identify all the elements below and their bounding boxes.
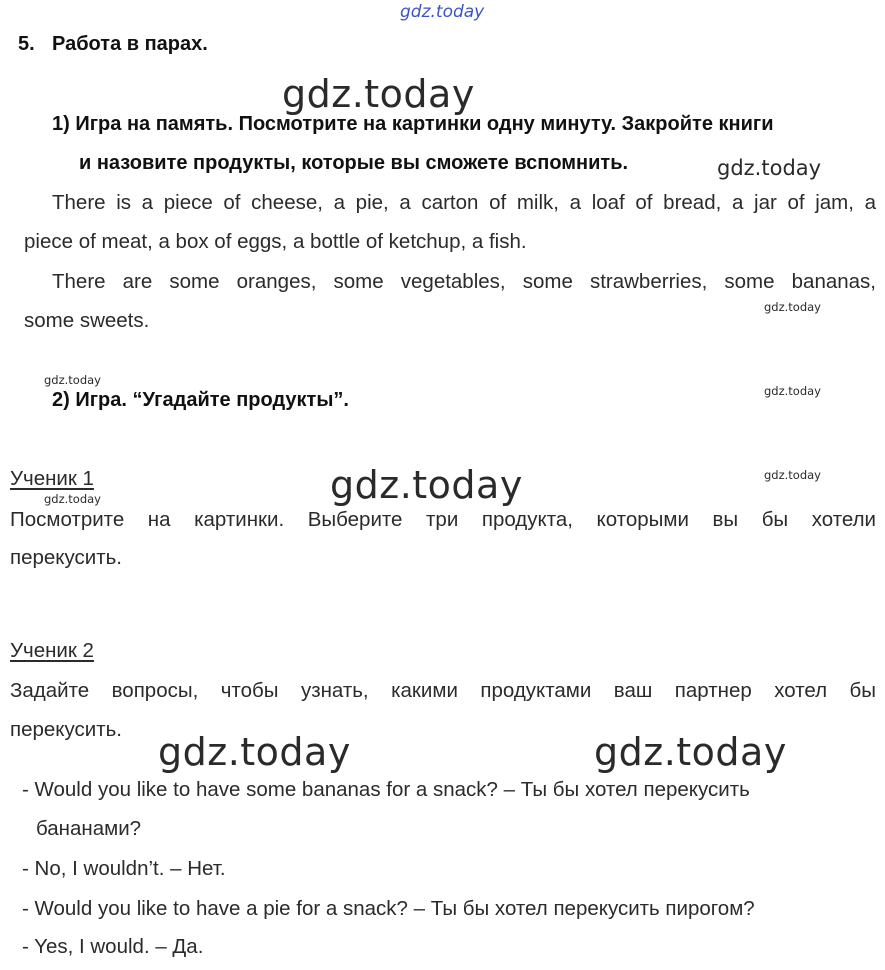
watermark-small: gdz.today: [44, 492, 101, 506]
watermark-large: gdz.today: [594, 730, 787, 774]
part1-paragraph2-line2: some sweets.: [24, 309, 150, 332]
student2-label: Ученик 2: [10, 639, 94, 662]
watermark-small: gdz.today: [764, 384, 821, 398]
student2-line1: Задайте вопросы, чтобы узнать, какими продуктами ваш партнер хотел бы: [10, 679, 876, 702]
watermark-small: gdz.today: [44, 373, 101, 387]
watermark-large: gdz.today: [158, 730, 351, 774]
task-number: 5.: [18, 33, 35, 55]
part1-paragraph2-line1: There are some oranges, some vegetables, some strawberries, some bananas,: [52, 270, 876, 293]
student1-line2: перекусить.: [10, 546, 122, 569]
dialogue-line: - Would you like to have some bananas for a snack? – Ты бы хотел перекусить: [22, 778, 750, 801]
part1-paragraph1-line2: piece of meat, a box of eggs, a bottle of ketchup, a fish.: [24, 230, 527, 253]
part1-heading-line2: и назовите продукты, которые вы сможете вспомнить.: [79, 152, 629, 174]
watermark-small: gdz.today: [764, 300, 821, 314]
watermark-large: gdz.today: [282, 72, 475, 116]
student1-label: Ученик 1: [10, 467, 94, 490]
student1-line1: Посмотрите на картинки. Выберите три продукта, которыми вы бы хотели: [10, 508, 876, 531]
dialogue-line: - No, I wouldn’t. – Нет.: [22, 857, 226, 880]
dialogue-line: - Would you like to have a pie for a snack? – Ты бы хотел перекусить пирогом?: [22, 897, 755, 920]
watermark-large: gdz.today: [330, 463, 523, 507]
task-title: Работа в парах.: [52, 33, 208, 55]
part1-heading-line1: 1) Игра на память. Посмотрите на картинки одну минуту. Закройте книги: [52, 113, 774, 135]
student2-line2: перекусить.: [10, 718, 122, 741]
watermark-small: gdz.today: [764, 468, 821, 482]
part2-heading: 2) Игра. “Угадайте продукты”.: [52, 389, 349, 411]
watermark-top: gdz.today: [400, 2, 485, 22]
dialogue-line-continuation: бананами?: [36, 817, 142, 840]
watermark-medium: gdz.today: [717, 156, 822, 180]
dialogue-line: - Yes, I would. – Да.: [22, 935, 204, 958]
part1-paragraph1-line1: There is a piece of cheese, a pie, a carton of milk, a loaf of bread, a jar of jam, a: [52, 191, 876, 214]
